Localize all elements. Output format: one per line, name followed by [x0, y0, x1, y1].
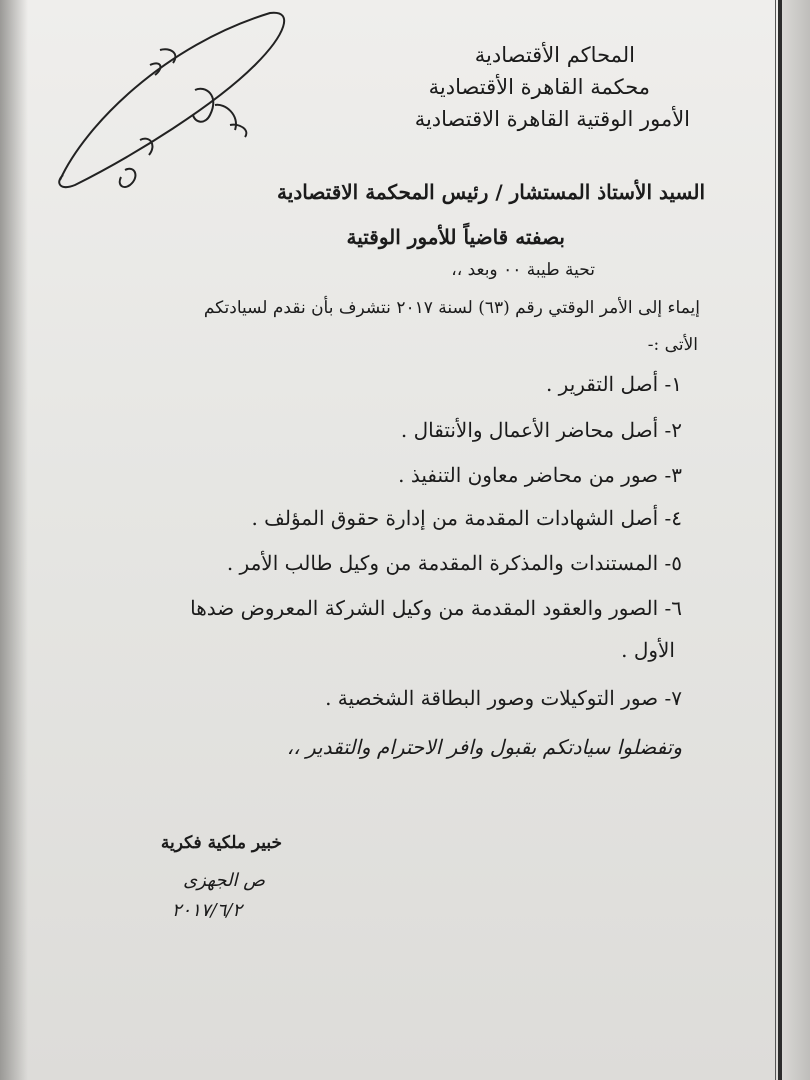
- signature-title: خبير ملكية فكرية: [160, 833, 282, 853]
- page-border-line: [778, 0, 782, 1080]
- list-item: ٢- أصل محاضر الأعمال والأنتقال .: [400, 418, 682, 442]
- closing-text: وتفضلوا سيادتكم بقبول وافر الاحترام والتقدير ،،: [286, 735, 682, 759]
- header-line-1: المحاكم الأقتصادية: [474, 43, 635, 67]
- list-item: ٥- المستندات والمذكرة المقدمة من وكيل طالب الأمر .: [226, 551, 682, 575]
- addressee-line-1: السيد الأستاذ المستشار / رئيس المحكمة الاقتصادية: [277, 180, 705, 204]
- list-item: ٤- أصل الشهادات المقدمة من إدارة حقوق المؤلف .: [251, 506, 682, 530]
- greeting-text: تحية طيبة ٠٠ وبعد ،،: [451, 260, 595, 280]
- addressee-line-2: بصفته قاضياً للأمور الوقتية: [346, 225, 565, 249]
- list-item-continuation: الأول .: [621, 638, 675, 662]
- header-line-3: الأمور الوقتية القاهرة الاقتصادية: [414, 107, 690, 131]
- header-line-2: محكمة القاهرة الأقتصادية: [428, 75, 650, 99]
- page-left-shadow: [0, 0, 28, 1080]
- handwritten-signature-mark: [45, 5, 295, 205]
- signature-name: ص الجهزى: [183, 870, 265, 891]
- intro-line-1: إيماء إلى الأمر الوقتي رقم (٦٣) لسنة ٢٠١٧ نتشرف بأن نقدم لسيادتكم: [203, 298, 700, 318]
- page-border-line-inner: [775, 0, 776, 1080]
- list-item: ٣- صور من محاضر معاون التنفيذ .: [398, 463, 682, 487]
- signature-date: ٢٠١٧/٦/٢: [171, 900, 242, 921]
- list-item: ٦- الصور والعقود المقدمة من وكيل الشركة المعروض ضدها: [190, 596, 682, 620]
- page-right-edge: [782, 0, 810, 1080]
- list-item: ١- أصل التقرير .: [545, 372, 682, 396]
- list-item: ٧- صور التوكيلات وصور البطاقة الشخصية .: [325, 686, 682, 710]
- intro-line-2: الأتى :-: [647, 335, 698, 355]
